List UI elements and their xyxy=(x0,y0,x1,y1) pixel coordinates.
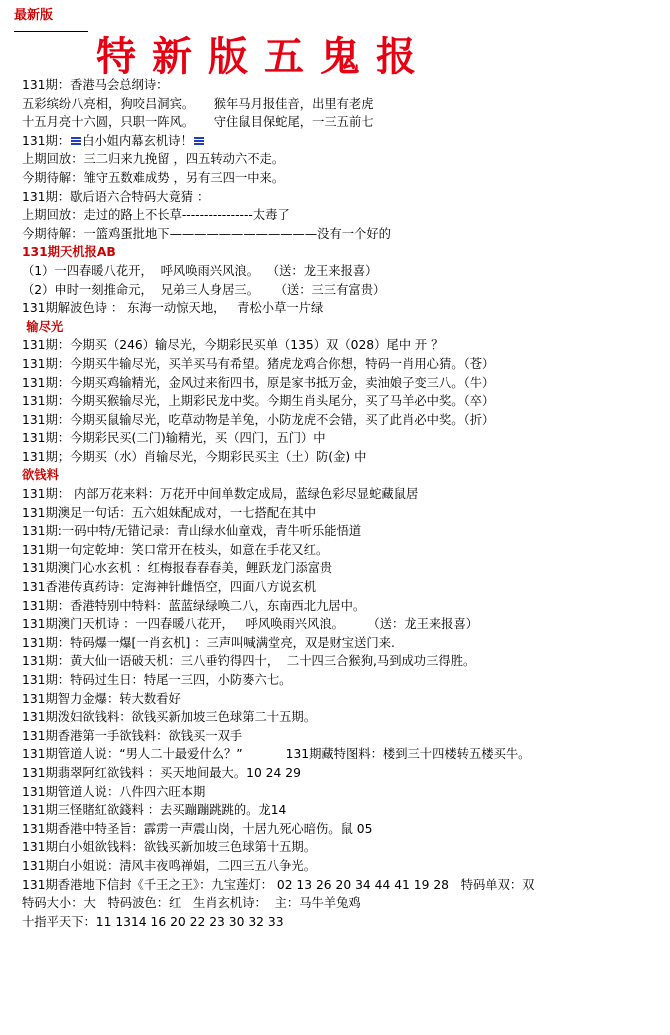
page-title: 特新版五鬼报 xyxy=(96,33,432,80)
bulletin-line: 131期解波色诗 ： 东海一动惊天地， 青松小草一片绿 xyxy=(22,301,324,316)
bulletin-line: 131期白小姐欲钱料：欲钱买新加坡三色球第十五期。 xyxy=(22,840,317,855)
section-heading: 131期天机报AB xyxy=(22,245,116,260)
bulletin-line: 131期：香港特别中特料：蓝蓝绿绿唤二八，东南西北九居中。 xyxy=(22,598,366,613)
bulletin-line: 上期回放：走过的路上不长草----------------太毒了 xyxy=(22,208,290,223)
bulletin-line: 131期：歇后语六合特码大竟猜 ： xyxy=(22,189,210,204)
bulletin-line: 131期：特码过生日：特尾一三四，小防麥六七。 xyxy=(22,673,292,687)
line-prefix: 131期： xyxy=(22,133,71,148)
section-heading: 输尽光 xyxy=(22,319,64,334)
bulletin-line: 131期白小姐说：清风丰夜鸣禅娟，二四三五八争光。 xyxy=(22,858,317,873)
bulletin-line: 特码大小：大 特码波色：红 生肖玄机诗： 主：马牛羊兔鸡 xyxy=(22,896,361,911)
bulletin-line: 131期翡翠阿红欲钱料 ：买天地间最大。10 24 29 xyxy=(22,765,301,780)
bulletin-line: 今期待解：一篮鸡蛋批地下————————————没有一个好的 xyxy=(22,226,391,241)
bulletin-line: 131期香港第一手欲钱料：欲钱买一双手 xyxy=(22,728,243,743)
flag-icon xyxy=(194,137,204,145)
edition-label: 最新版 xyxy=(14,8,54,23)
bulletin-line: 131期一句定乾坤：笑口常开在枝头，如意在手花又红。 xyxy=(22,542,329,557)
bulletin-line: 131期：特码爆一爆[一肖玄机] ：三声叫喊满堂亮，双是财宝送门来. xyxy=(22,635,395,650)
bulletin-line: 131期；今期买（水）肖输尽光，今期彩民买主（土）防(金) 中 xyxy=(22,449,367,464)
bulletin-line: 131期：今期买鼠输尽光，吃草动物是羊兔，小防龙虎不会错，买了此肖必中奖。（折） xyxy=(22,412,495,427)
bulletin-body xyxy=(22,76,662,931)
bulletin-line: 131期管道人说：“男人二十最爱什么？” 131期藏特图料：楼到三十四楼转五楼买牛。 xyxy=(22,747,531,762)
bulletin-line: 131期：今期彩民买(二门)输精光，买（四门，五门）中 xyxy=(22,431,326,446)
bulletin-line xyxy=(22,132,662,151)
bulletin-line: 十五月亮十六圆，只职一阵风。 守住鼠目保蛇尾，一三五前七 xyxy=(22,115,374,130)
bulletin-line: 131期泼妇欲钱料：欲钱买新加坡三色球第二十五期。 xyxy=(22,710,317,725)
bulletin-line: 十指平天下：11 1314 16 20 22 23 30 32 33 xyxy=(22,914,284,929)
bulletin-line: 131期三怪賭紅欲錢料 ：去买蹦蹦跳跳的。龙14 xyxy=(22,803,287,818)
bulletin-line: 131期管道人说：八件四六旺本期 xyxy=(22,784,206,799)
bulletin-line: 131期香港中特圣旨：霹雳一声震山岗，十居九死心暗伤。鼠 05 xyxy=(22,821,373,836)
bulletin-line: 131期:一码中特/无错记录：青山绿水仙童戏，青牛听乐能悟道 xyxy=(22,524,362,539)
bulletin-line: 131期香港地下信封《千王之王》：九宝莲灯： 02 13 26 20 34 44 41 19 28 特码单双：双 xyxy=(22,877,535,892)
bulletin-line: 131期澳门心水玄机 ：红梅报春春春美，鲤跃龙门添富贵 xyxy=(22,561,333,576)
bulletin-line: （2）申时一刻推命元， 兄弟三人身居三。 （送：三三有富贵） xyxy=(22,282,386,297)
bulletin-line: 131期智力金爆：转大数看好 xyxy=(22,691,181,706)
line-text: 白小姐内幕玄机诗！ xyxy=(82,133,193,148)
bulletin-line: 131期：黄大仙一语破天机：三八垂钓得四十， 二十四三合猴狗,马到成功三得胜。 xyxy=(22,654,476,669)
bulletin-line: 131香港传真药诗：定海神针雌悟空，四面八方说玄机 xyxy=(22,580,317,595)
bulletin-line: 今期待解：雏守五数难成势 ，另有三四一中来。 xyxy=(22,170,285,185)
bulletin-line: 131期澳门天机诗 ：一四春暖八花开， 呼风唤雨兴风浪。 （送：龙王来报喜） xyxy=(22,617,479,632)
bulletin-line: 五彩缤纷八亮相，狗咬吕洞宾。 猴年马月报佳音，出里有老虎 xyxy=(22,96,374,111)
bulletin-line: 131期：今期买（246）输尽光，今期彩民买单（135）双（028）尾中 开 ？ xyxy=(22,338,444,353)
bulletin-line: 131期澳足一句话：五六姐妹配成对，一七搭配在其中 xyxy=(22,505,317,520)
corner-underline xyxy=(14,31,88,32)
flag-icon xyxy=(71,137,81,145)
section-heading: 欲钱料 xyxy=(22,468,59,483)
bulletin-line: 131期：香港马会总纲诗： xyxy=(22,78,169,92)
bulletin-line: （1）一四春暖八花开， 呼风唤雨兴风浪。 （送：龙王来报喜） xyxy=(22,263,378,278)
bulletin-line: 131期：今期买牛输尽光，买羊买马有希望。猪虎龙鸡合你想，特码一肖用心猜。（苍） xyxy=(22,356,495,371)
bulletin-line: 131期：今期买猴输尽光，上期彩民龙中奖。今期生肖头尾分，买了马羊必中奖。（卒） xyxy=(22,394,495,409)
bulletin-line: 131期：今期买鸡输精光，金风过来衔四书，原是家书抵万金，卖油娘子变三八。（牛） xyxy=(22,375,495,390)
bulletin-line: 131期： 内部万花来料：万花开中间单数定成局，蓝绿色彩尽显蛇藏鼠居 xyxy=(22,487,419,502)
bulletin-line: 上期回放：三二归来九挽留 ，四五转动六不走。 xyxy=(22,152,285,167)
